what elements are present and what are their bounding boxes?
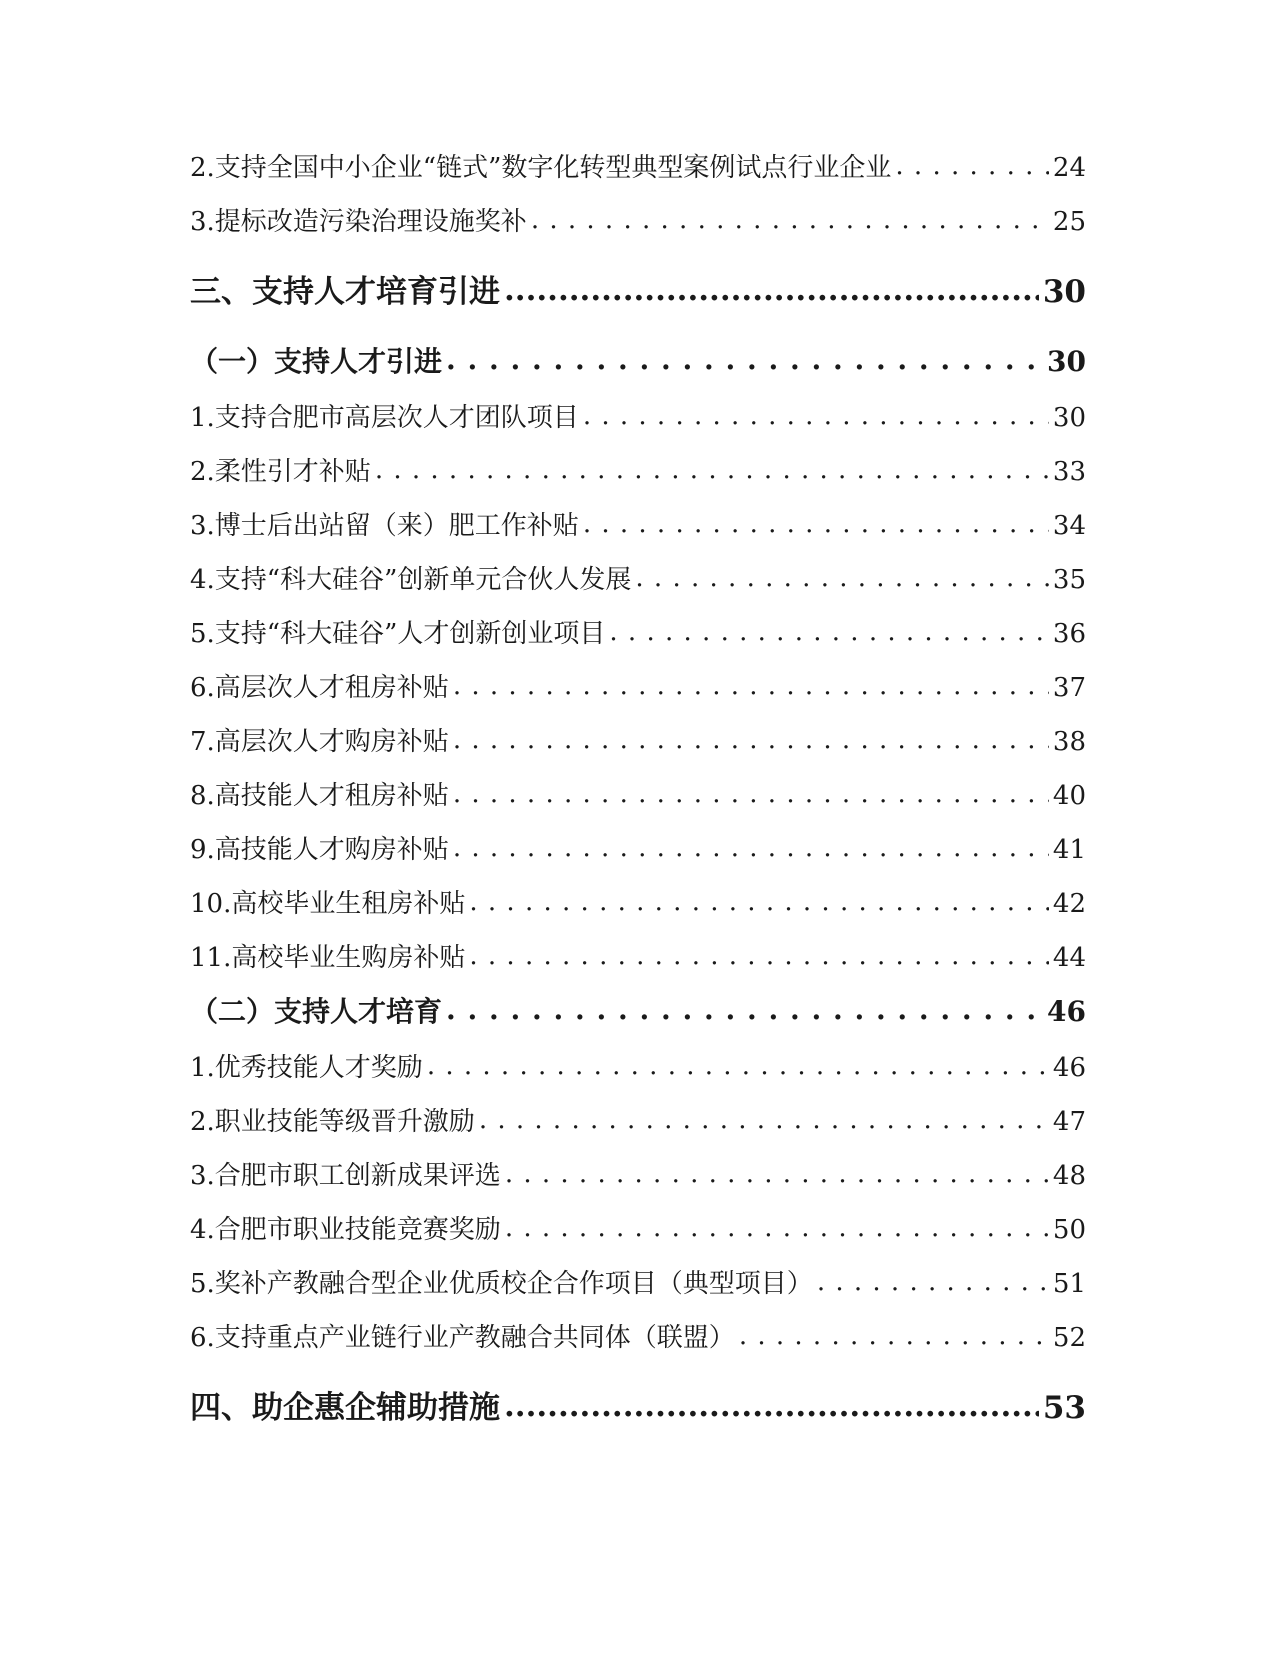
toc-entry[interactable] <box>190 938 1086 978</box>
toc-entry[interactable] <box>190 1102 1086 1142</box>
toc-entry-page: 40 <box>1052 781 1086 811</box>
toc-entry-page: 37 <box>1052 673 1086 703</box>
toc-entry-label: 2.柔性引才补贴 <box>190 457 371 487</box>
toc-entry-page: 41 <box>1052 835 1086 865</box>
toc-entry-page: 42 <box>1052 889 1086 919</box>
dot-leader <box>739 1332 1049 1358</box>
toc-section-heading[interactable] <box>190 268 1086 316</box>
toc-entry-page: 52 <box>1052 1323 1086 1353</box>
dot-leader <box>446 1006 1043 1034</box>
dot-leader <box>635 574 1049 600</box>
toc-entry-page: 35 <box>1052 565 1086 595</box>
toc-entry-page: 46 <box>1047 995 1086 1028</box>
dot-leader <box>531 216 1049 242</box>
dot-leader <box>609 628 1049 654</box>
toc-subsection-heading[interactable] <box>190 340 1086 384</box>
toc-entry-label: 6.高层次人才租房补贴 <box>190 673 449 703</box>
toc-entry-page: 30 <box>1052 403 1086 433</box>
toc-entry-label: 6.支持重点产业链行业产教融合共同体（联盟） <box>190 1323 735 1353</box>
toc-entry-page: 30 <box>1042 274 1086 310</box>
toc-entry[interactable] <box>190 1318 1086 1358</box>
toc-entry-page: 50 <box>1052 1215 1086 1245</box>
toc-entry-page: 30 <box>1047 345 1086 378</box>
toc-entry-label: 2.支持全国中小企业“链式”数字化转型典型案例试点行业企业 <box>190 153 892 183</box>
dot-leader <box>453 844 1049 870</box>
toc-entry[interactable] <box>190 148 1086 188</box>
toc-entry-label: （一）支持人才引进 <box>190 345 443 378</box>
toc-entry-label: 3.合肥市职工创新成果评选 <box>190 1161 501 1191</box>
dot-leader <box>817 1278 1049 1304</box>
toc-entry-page: 33 <box>1052 457 1086 487</box>
toc-entry-label: 四、助企惠企辅助措施 <box>190 1390 500 1426</box>
toc-entry-label: 2.职业技能等级晋升激励 <box>190 1107 475 1137</box>
dot-leader <box>583 520 1049 546</box>
dot-leader <box>504 1401 1039 1432</box>
dot-leader <box>505 1170 1049 1196</box>
toc-entry[interactable] <box>190 506 1086 546</box>
toc-entry-page: 47 <box>1052 1107 1086 1137</box>
toc-entry[interactable] <box>190 560 1086 600</box>
toc-entry-page: 44 <box>1052 943 1086 973</box>
toc-entry-label: 三、支持人才培育引进 <box>190 274 500 310</box>
toc-entry-page: 46 <box>1052 1053 1086 1083</box>
dot-leader <box>375 466 1049 492</box>
toc-entry[interactable] <box>190 722 1086 762</box>
toc-entry[interactable] <box>190 1156 1086 1196</box>
toc-entry-label: 7.高层次人才购房补贴 <box>190 727 449 757</box>
toc-entry-label: 3.博士后出站留（来）肥工作补贴 <box>190 511 579 541</box>
dot-leader <box>453 736 1049 762</box>
toc-subsection-heading[interactable] <box>190 990 1086 1034</box>
dot-leader <box>504 285 1039 316</box>
toc-entry[interactable] <box>190 202 1086 242</box>
toc-entry-page: 36 <box>1052 619 1086 649</box>
dot-leader <box>453 790 1049 816</box>
dot-leader <box>505 1224 1049 1250</box>
toc-entry[interactable] <box>190 398 1086 438</box>
toc-entry-label: （二）支持人才培育 <box>190 995 443 1028</box>
dot-leader <box>479 1116 1049 1142</box>
dot-leader <box>446 356 1043 384</box>
toc-entry-page: 48 <box>1052 1161 1086 1191</box>
dot-leader <box>469 952 1049 978</box>
toc-entry-label: 8.高技能人才租房补贴 <box>190 781 449 811</box>
toc-entry-page: 24 <box>1052 153 1086 183</box>
toc-entry[interactable] <box>190 776 1086 816</box>
toc-entry-label: 11.高校毕业生购房补贴 <box>190 943 466 973</box>
toc-entry-label: 1.支持合肥市高层次人才团队项目 <box>190 403 579 433</box>
toc-entry[interactable] <box>190 614 1086 654</box>
toc-entry-page: 34 <box>1052 511 1086 541</box>
toc-entry-label: 5.支持“科大硅谷”人才创新创业项目 <box>190 619 606 649</box>
toc-entry-page: 53 <box>1042 1390 1086 1426</box>
dot-leader <box>895 162 1049 188</box>
toc-entry[interactable] <box>190 452 1086 492</box>
toc-entry-page: 51 <box>1052 1269 1086 1299</box>
toc-entry[interactable] <box>190 668 1086 708</box>
toc-entry-page: 38 <box>1052 727 1086 757</box>
toc-entry[interactable] <box>190 1210 1086 1250</box>
toc-entry-label: 9.高技能人才购房补贴 <box>190 835 449 865</box>
toc-entry-page: 25 <box>1052 207 1086 237</box>
toc-entry[interactable] <box>190 1048 1086 1088</box>
toc-entry[interactable] <box>190 884 1086 924</box>
toc-entry-label: 3.提标改造污染治理设施奖补 <box>190 207 527 237</box>
toc-entry-label: 1.优秀技能人才奖励 <box>190 1053 423 1083</box>
toc-entry-label: 4.合肥市职业技能竞赛奖励 <box>190 1215 501 1245</box>
dot-leader <box>453 682 1049 708</box>
dot-leader <box>583 412 1049 438</box>
toc-section-heading[interactable] <box>190 1384 1086 1432</box>
toc-entry[interactable] <box>190 830 1086 870</box>
toc-entry-label: 5.奖补产教融合型企业优质校企合作项目（典型项目） <box>190 1269 813 1299</box>
toc-entry-label: 4.支持“科大硅谷”创新单元合伙人发展 <box>190 565 632 595</box>
toc-entry[interactable] <box>190 1264 1086 1304</box>
dot-leader <box>427 1062 1049 1088</box>
toc-entry-label: 10.高校毕业生租房补贴 <box>190 889 466 919</box>
dot-leader <box>469 898 1049 924</box>
